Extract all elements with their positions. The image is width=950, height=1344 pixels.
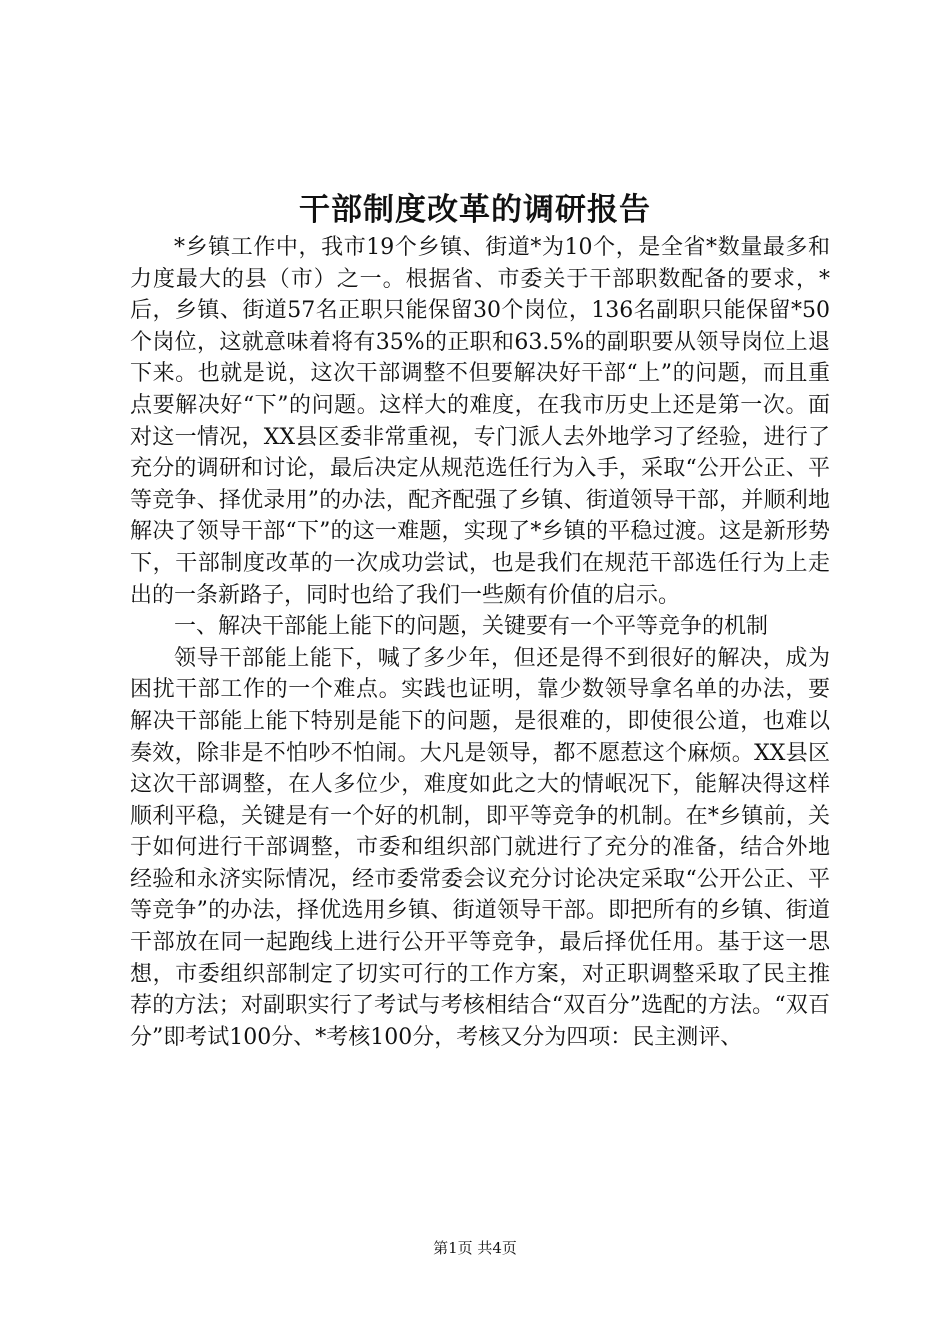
paragraph-intro: *乡镇工作中，我市19个乡镇、街道*为10个，是全省*数量最多和力度最大的县（市）之一。根据省、市委关于干部职数配备的要求，*后，乡镇、街道57名正职只能保留30个岗位，136名副职只能保留*50个岗位，这就意味着将有35%的正职和63.5%的副职要从领导岗位上退下来。也就是说，这次干部调整不但要解决好干部“上”的问题，而且重点要解决好“下”的问题。这样大的难度，在我市历史上还是第一次。面对这一情况，XX县区委非常重视，专门派人去外地学习了经验，进行了充分的调研和讨论，最后决定从规范选任行为入手，采取“公开公正、平等竞争、择优录用”的办法，配齐配强了乡镇、街道领导干部，并顺利地解决了领导干部“下”的这一难题，实现了*乡镇的平稳过渡。这是新形势下，干部制度改革的一次成功尝试，也是我们在规范干部选任行为上走出的一条新路子，同时也给了我们一些颇有价值的启示。 — [130, 235, 830, 608]
section-heading-1: 一、解决干部能上能下的问题，关键要有一个平等竞争的机制 — [174, 614, 769, 640]
paragraph-section-1: 领导干部能上能下，喊了多少年，但还是得不到很好的解决，成为困扰干部工作的一个难点。实践也证明，靠少数领导拿名单的办法，要解决干部能上能下特别是能下的问题，是很难的，即使很公道，也难以奏效，除非是不怕吵不怕闹。大凡是领导，都不愿惹这个麻烦。XX县区这次干部调整，在人多位少，难度如此之大的情岷况下，能解决得这样顺利平稳，关键是有一个好的机制，即平等竞争的机制。在*乡镇前，关于如何进行干部调整，市委和组织部门就进行了充分的准备，结合外地经验和永济实际情况，经市委常委会议充分讨论决定采取“公开公正、平等竞争”的办法，择优选用乡镇、街道领导干部。即把所有的乡镇、街道干部放在同一起跑线上进行公开平等竞争，最后择优任用。基于这一思想，市委组织部制定了切实可行的工作方案，对正职调整采取了民主推荐的方法；对副职实行了考试与考核相结合“双百分”选配的方法。“双百分”即考试100分、*考核100分，考核又分为四项：民主测评、 — [130, 645, 830, 1050]
document-body — [130, 232, 830, 1053]
page-footer: 第1页 共4页 — [433, 1239, 517, 1257]
document-title: 干部制度改革的调研报告 — [299, 192, 651, 228]
